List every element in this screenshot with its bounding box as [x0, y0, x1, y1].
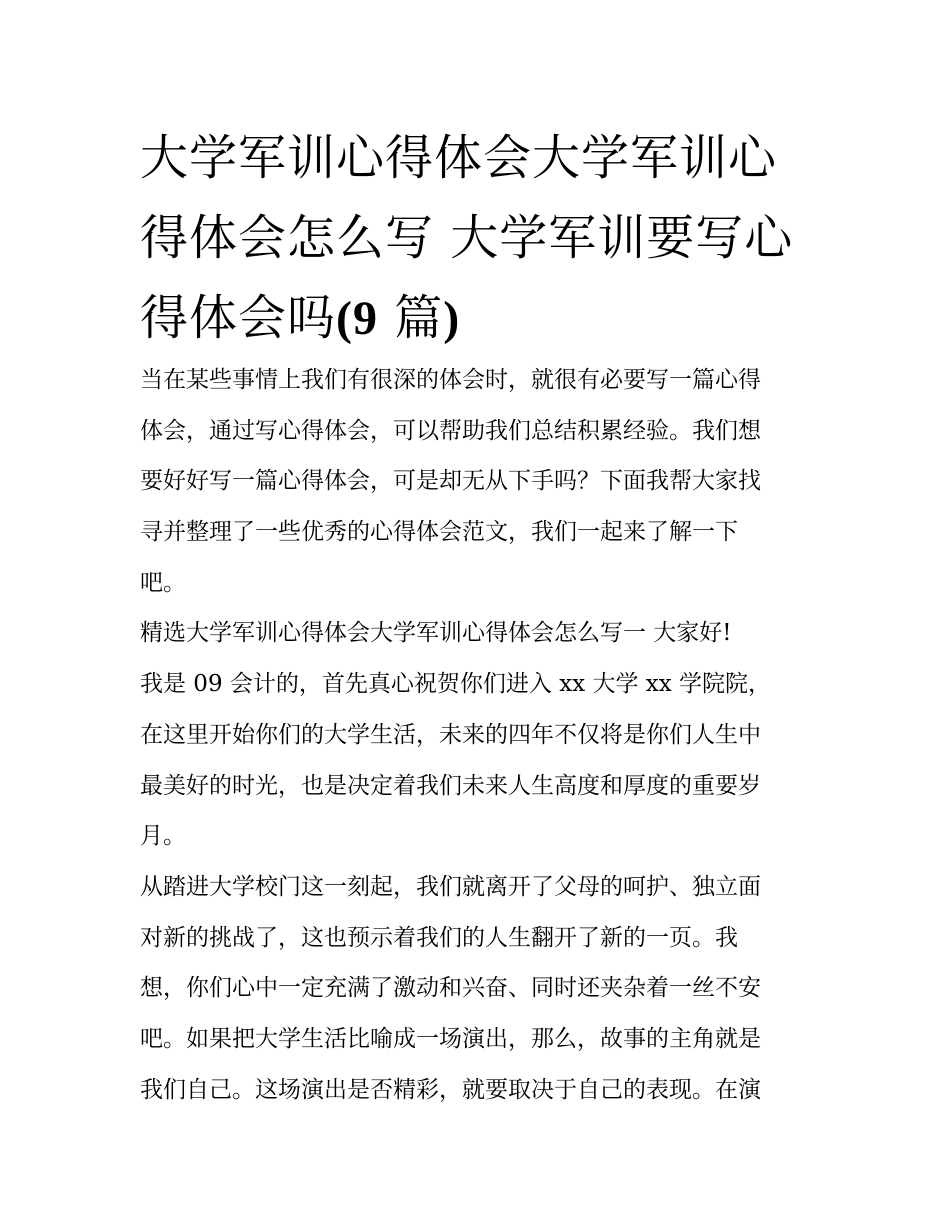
- body-line: 想，你们心中一定充满了激动和兴奋、同时还夹杂着一丝不安: [140, 975, 761, 1002]
- title-count-unit: 篇: [378, 290, 444, 346]
- title-line: 大学军训心得体会大学军训心: [140, 130, 778, 186]
- body-line: 对新的挑战了，这也预示着我们的人生翻开了新的一页。我: [140, 924, 738, 951]
- body-line: 当在某些事情上我们有很深的体会时，就很有必要写一篇心得: [140, 367, 761, 393]
- body-line: 我是 09 会计的，首先真心祝贺你们进入 xx 大学 xx 学院院，: [140, 671, 772, 698]
- body-line: 在这里开始你们的大学生活，未来的四年不仅将是你们人生中: [140, 721, 761, 748]
- document-title: [140, 118, 820, 359]
- body-line: 我们自己。这场演出是否精彩，就要取决于自己的表现。在演: [140, 1076, 761, 1103]
- body-line: 吧。: [140, 569, 186, 596]
- body-line: 体会，通过写心得体会，可以帮助我们总结积累经验。我们想: [140, 417, 761, 444]
- title-line: 得体会怎么写 大学军训要写心: [140, 210, 794, 266]
- body-line: 月。: [140, 823, 186, 850]
- body-line: 寻并整理了一些优秀的心得体会范文，我们一起来了解一下: [140, 519, 738, 546]
- body-line: 要好好写一篇心得体会，可是却无从下手吗？下面我帮大家找: [140, 468, 761, 495]
- title-count-close: ): [443, 292, 461, 345]
- body-line: 最美好的时光，也是决定着我们未来人生高度和厚度的重要岁: [140, 772, 761, 799]
- body-line: 从踏进大学校门这一刻起，我们就离开了父母的呵护、独立面: [140, 873, 761, 900]
- title-count-open: (9: [336, 292, 378, 345]
- title-line-text: 得体会吗: [140, 290, 337, 346]
- body-line: 吧。如果把大学生活比喻成一场演出，那么，故事的主角就是: [140, 1025, 761, 1052]
- body-line: 精选大学军训心得体会大学军训心得体会怎么写一 大家好!: [140, 620, 732, 647]
- document-body: [140, 355, 820, 1115]
- title-line: [140, 278, 820, 359]
